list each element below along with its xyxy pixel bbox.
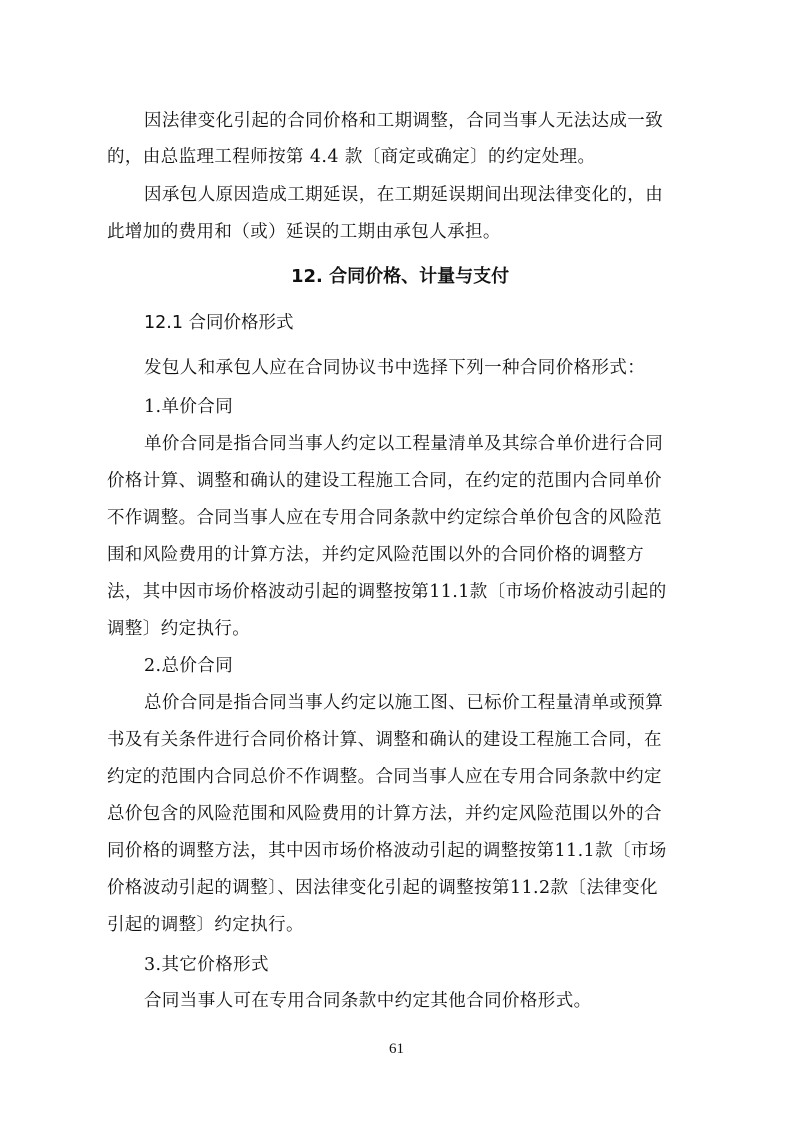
subsection-title: 12.1 合同价格形式 [144,313,294,333]
section-title: 12. 合同价格、计量与支付 [291,266,510,287]
item-title: 1.单价合同 [144,397,234,417]
paragraph-line: 单价合同是指合同当事人约定以工程量清单及其综合单价进行合同 [144,434,664,454]
item-title: 2.总价合同 [144,656,234,676]
paragraph-line: 此增加的费用和（或）延误的工期由承包人承担。 [107,222,501,242]
paragraph-line: 因承包人原因造成工期延误，在工期延误期间出现法律变化的，由 [144,185,664,205]
paragraph-line: 价格波动引起的调整〕、因法律变化引起的调整按第11.2款〔法律变化 [107,878,658,898]
paragraph-line: 总价包含的风险范围和风险费用的计算方法，并约定风险范围以外的合 [107,804,662,824]
paragraph-line: 发包人和承包人应在合同协议书中选择下列一种合同价格形式： [144,358,646,378]
paragraph-line: 价格计算、调整和确认的建设工程施工合同，在约定的范围内合同单价 [107,471,662,491]
page-number: 61 [389,1041,404,1057]
paragraph-line: 调整〕约定执行。 [107,619,251,639]
paragraph-line: 同价格的调整方法，其中因市场价格波动引起的调整按第11.1款〔市场 [107,841,667,861]
paragraph-line: 法，其中因市场价格波动引起的调整按第11.1款〔市场价格波动引起的 [107,582,667,602]
paragraph-line: 书及有关条件进行合同价格计算、调整和确认的建设工程施工合同，在 [107,730,662,750]
paragraph-line: 围和风险费用的计算方法，并约定风险范围以外的合同价格的调整方 [107,545,644,565]
paragraph-line: 的，由总监理工程师按第 4.4 款〔商定或确定〕的约定处理。 [107,147,596,167]
paragraph-line: 约定的范围内合同总价不作调整。合同当事人应在专用合同条款中约定 [107,767,662,787]
item-title: 3.其它价格形式 [144,955,269,975]
paragraph-line: 引起的调整〕约定执行。 [107,915,304,935]
paragraph-line: 合同当事人可在专用合同条款中约定其他合同价格形式。 [144,991,592,1011]
paragraph-line: 总价合同是指合同当事人约定以施工图、已标价工程量清单或预算 [144,693,664,713]
paragraph-line: 因法律变化引起的合同价格和工期调整，合同当事人无法达成一致 [144,111,664,131]
paragraph-line: 不作调整。合同当事人应在专用合同条款中约定综合单价包含的风险范 [107,508,662,528]
